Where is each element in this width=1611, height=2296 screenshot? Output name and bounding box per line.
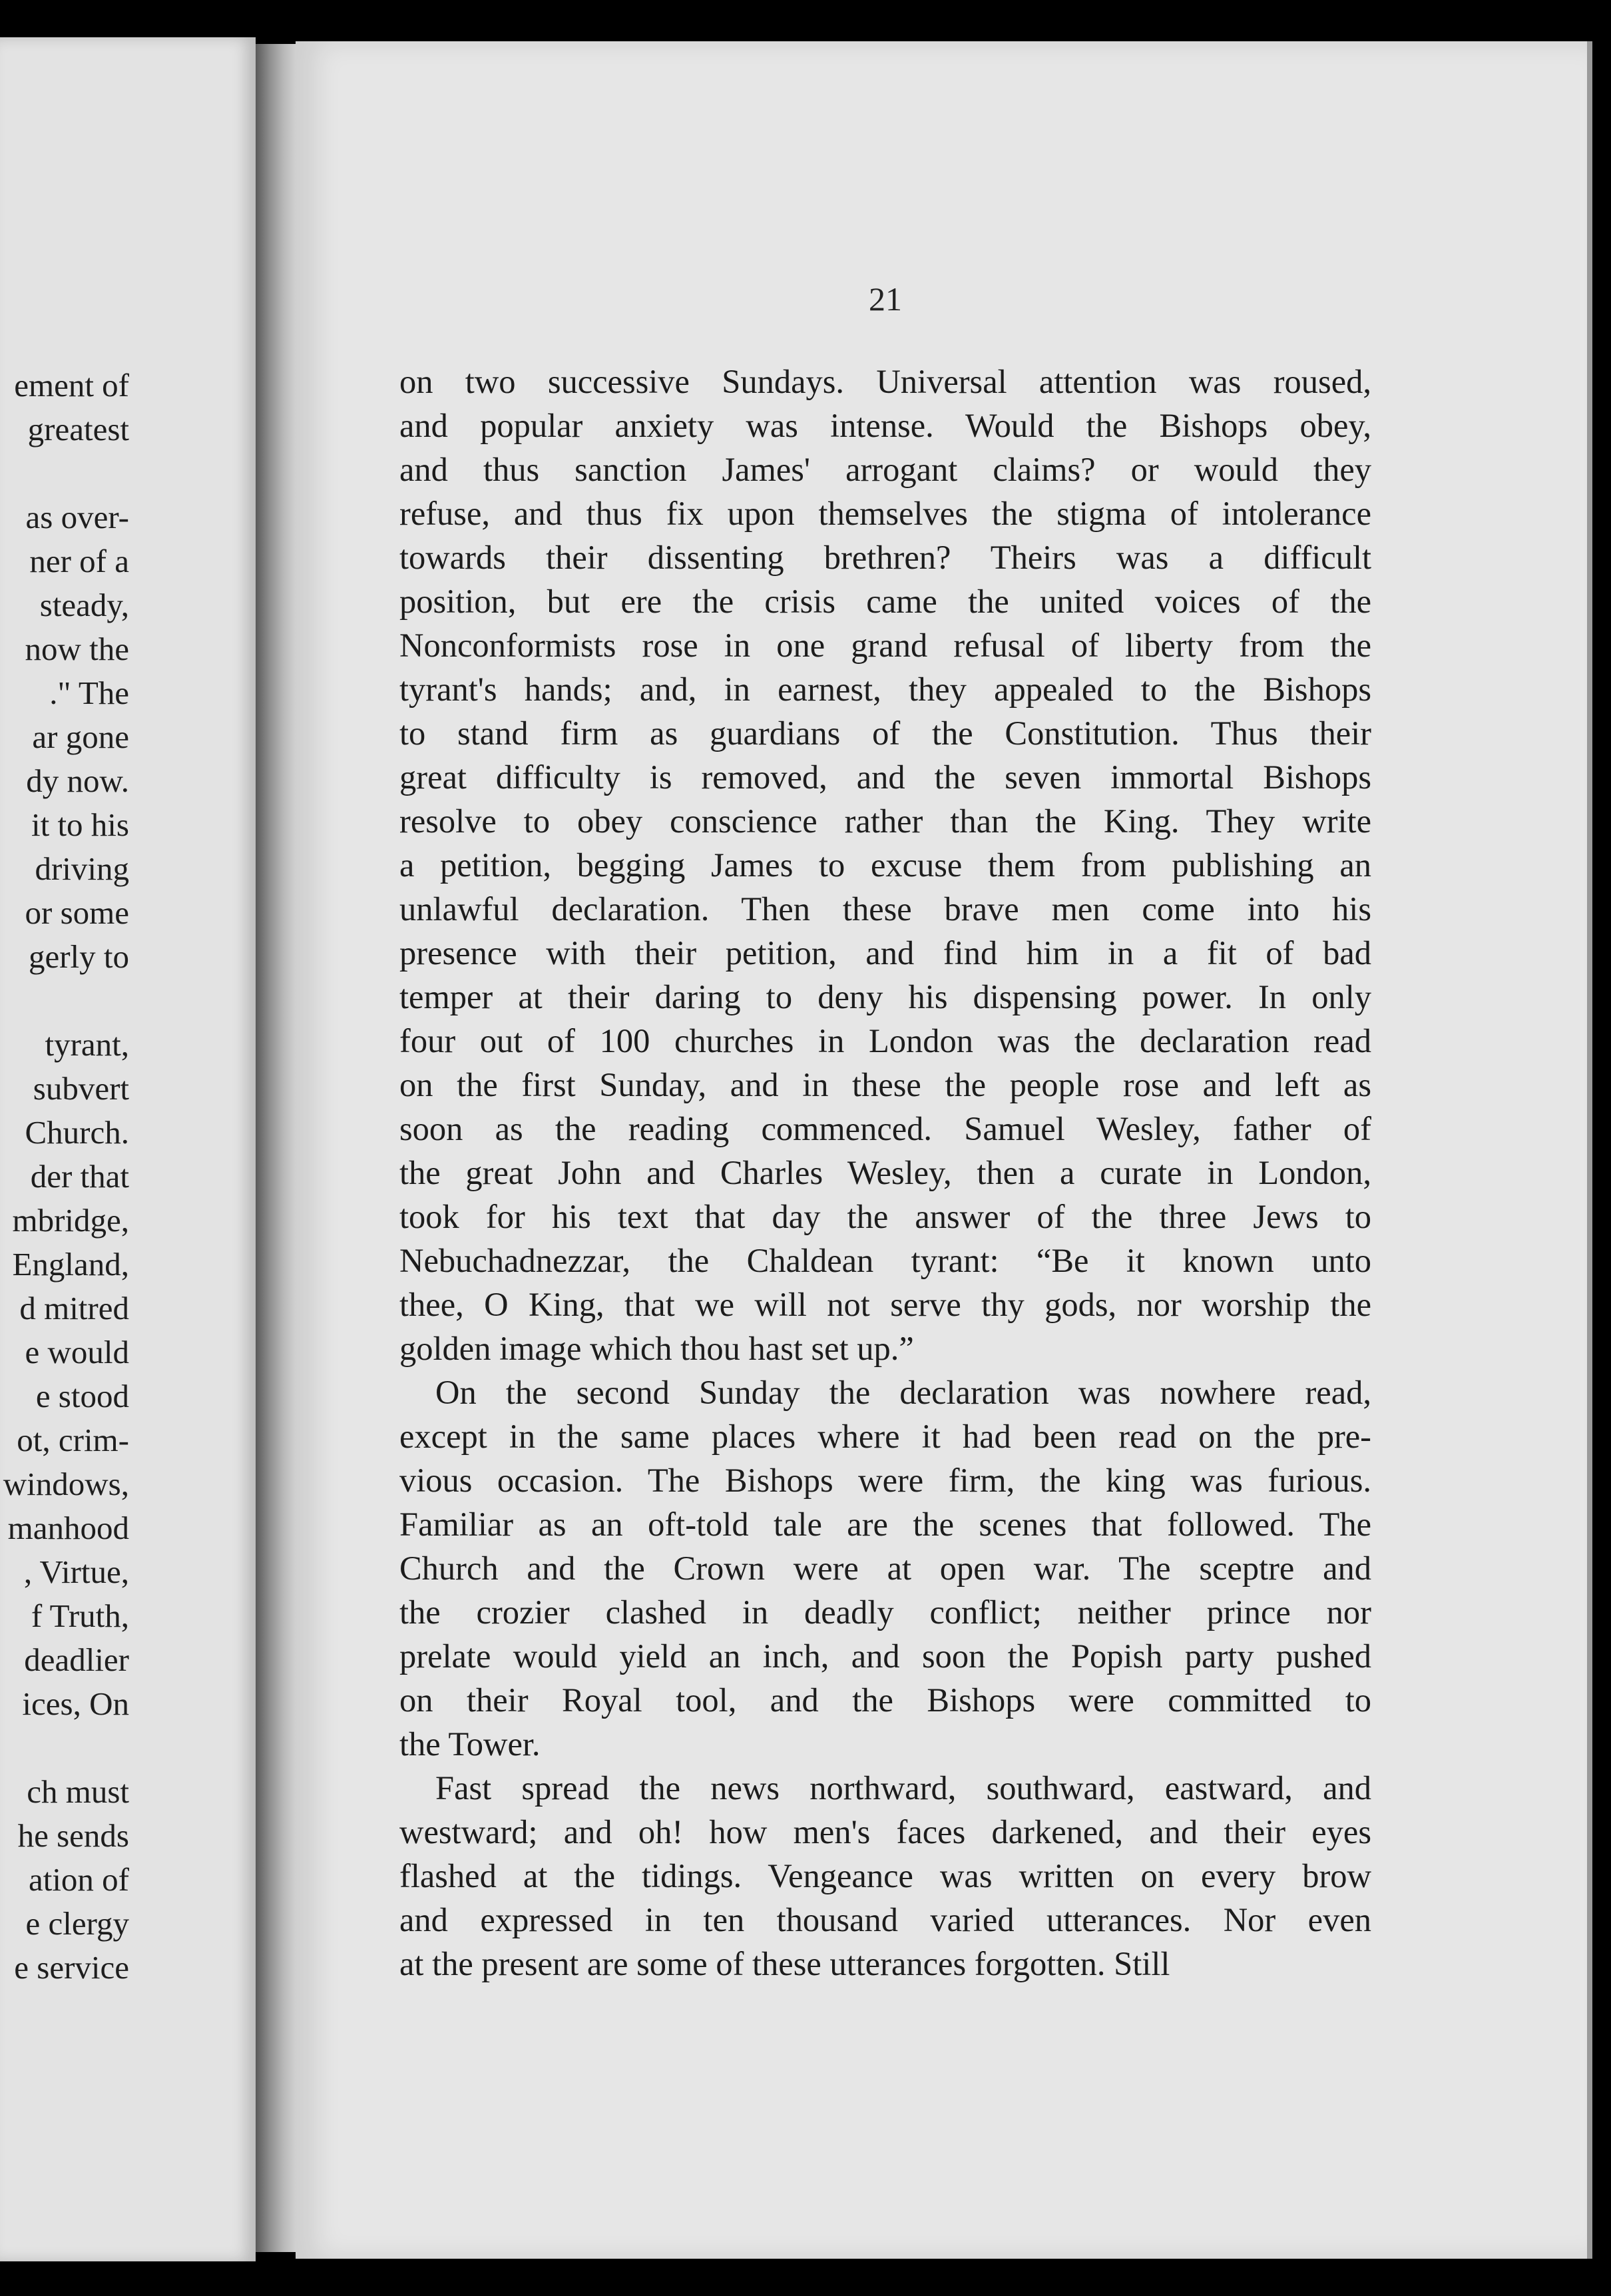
text-line: and expressed in ten thousand varied utterances. Nor even bbox=[399, 1901, 1371, 1938]
facing-page-line: ation of bbox=[28, 1861, 129, 1898]
text-line: the great John and Charles Wesley, then a curate in London, bbox=[399, 1154, 1371, 1191]
facing-page-line: as over- bbox=[25, 499, 129, 535]
text-line: on the first Sunday, and in these the people rose and left as bbox=[399, 1066, 1371, 1103]
facing-page-line: or some bbox=[25, 894, 129, 931]
text-line: the crozier clashed in deadly conflict; neither prince nor bbox=[399, 1593, 1371, 1631]
page-body bbox=[399, 360, 1371, 1986]
facing-page-line: tyrant, bbox=[45, 1026, 129, 1063]
facing-page-line: now the bbox=[25, 631, 129, 667]
text-line: to stand firm as guardians of the Constitution. Thus their bbox=[399, 715, 1371, 752]
page-edge bbox=[1587, 41, 1592, 2259]
text-line: golden image which thou hast set up.” bbox=[399, 1330, 914, 1367]
facing-page-text bbox=[0, 364, 129, 1990]
text-line: refuse, and thus fix upon themselves the stigma of intolerance bbox=[399, 495, 1371, 532]
text-line: unlawful declaration. Then these brave men come into his bbox=[399, 890, 1371, 928]
text-line: vious occasion. The Bishops were firm, the king was furious. bbox=[399, 1462, 1371, 1499]
text-line: towards their dissenting brethren? Theirs was a difficult bbox=[399, 539, 1371, 576]
facing-page bbox=[0, 37, 256, 2261]
book-gutter bbox=[256, 44, 296, 2252]
text-line: the Tower. bbox=[399, 1725, 541, 1763]
text-line: Familiar as an oft-told tale are the scenes that followed. The bbox=[399, 1506, 1371, 1543]
facing-page-line: ement of bbox=[14, 367, 129, 404]
text-line: on two successive Sundays. Universal attention was roused, bbox=[399, 363, 1371, 400]
facing-page-line: der that bbox=[30, 1158, 129, 1195]
facing-page-line bbox=[0, 979, 129, 1023]
facing-page-line: greatest bbox=[27, 411, 129, 447]
facing-page-line: steady, bbox=[39, 587, 129, 623]
text-line: flashed at the tidings. Vengeance was written on every brow bbox=[399, 1857, 1371, 1894]
text-line: on their Royal tool, and the Bishops were committed to bbox=[399, 1681, 1371, 1719]
paragraph bbox=[399, 1370, 1371, 1766]
facing-page-line: e would bbox=[25, 1334, 129, 1370]
facing-page-line: ch must bbox=[27, 1773, 129, 1810]
text-line: Nonconformists rose in one grand refusal of liberty from the bbox=[399, 627, 1371, 664]
text-line: Fast spread the news northward, southward, eastward, and bbox=[435, 1769, 1371, 1807]
paragraph bbox=[399, 1766, 1371, 1986]
text-line: presence with their petition, and find him in a fit of bad bbox=[399, 934, 1371, 972]
text-line: On the second Sunday the declaration was nowhere read, bbox=[435, 1374, 1371, 1411]
text-line: prelate would yield an inch, and soon the Popish party pushed bbox=[399, 1637, 1371, 1675]
text-line: Nebuchadnezzar, the Chaldean tyrant: “Be it known unto bbox=[399, 1242, 1371, 1279]
facing-page-line: driving bbox=[35, 850, 129, 887]
text-line: westward; and oh! how men's faces darkened, and their eyes bbox=[399, 1813, 1371, 1851]
facing-page-line bbox=[0, 451, 129, 495]
facing-page-line: ." The bbox=[49, 675, 129, 711]
text-line: Church and the Crown were at open war. The sceptre and bbox=[399, 1550, 1371, 1587]
text-line: and popular anxiety was intense. Would the Bishops obey, bbox=[399, 407, 1371, 444]
facing-page-line: Church. bbox=[25, 1114, 129, 1151]
text-line: and thus sanction James' arrogant claims? or would they bbox=[399, 451, 1371, 488]
page-number: 21 bbox=[869, 280, 902, 318]
text-line: four out of 100 churches in London was the declaration read bbox=[399, 1022, 1371, 1059]
text-line: a petition, begging James to excuse them from publishing an bbox=[399, 846, 1371, 884]
facing-page-line: gerly to bbox=[28, 938, 129, 975]
text-line: at the present are some of these utterances forgotten. Still bbox=[399, 1945, 1170, 1982]
facing-page-line: e clergy bbox=[25, 1905, 129, 1942]
facing-page-line: dy now. bbox=[26, 762, 129, 799]
paragraph bbox=[399, 360, 1371, 1370]
facing-page-line: windows, bbox=[3, 1466, 129, 1502]
facing-page-line: f Truth, bbox=[31, 1597, 129, 1634]
text-line: took for his text that day the answer of the three Jews to bbox=[399, 1198, 1371, 1235]
facing-page-line: ot, crim- bbox=[17, 1422, 129, 1458]
text-line: tyrant's hands; and, in earnest, they appealed to the Bishops bbox=[399, 671, 1371, 708]
facing-page-line: he sends bbox=[17, 1817, 129, 1854]
facing-page-line: deadlier bbox=[24, 1641, 129, 1678]
facing-page-line: ner of a bbox=[29, 543, 129, 579]
facing-page-line: e stood bbox=[35, 1378, 129, 1414]
facing-page-line: it to his bbox=[31, 806, 129, 843]
facing-page-line: ices, On bbox=[22, 1685, 129, 1722]
facing-page-line: e service bbox=[14, 1949, 129, 1986]
facing-page-line: England, bbox=[12, 1246, 129, 1283]
facing-page-line: , Virtue, bbox=[23, 1554, 129, 1590]
facing-page-line bbox=[0, 1726, 129, 1770]
facing-page-line: ar gone bbox=[32, 718, 129, 755]
text-line: soon as the reading commenced. Samuel Wesley, father of bbox=[399, 1110, 1371, 1147]
facing-page-line: subvert bbox=[33, 1070, 129, 1107]
facing-page-line: mbridge, bbox=[12, 1202, 129, 1239]
text-line: thee, O King, that we will not serve thy gods, nor worship the bbox=[399, 1286, 1371, 1323]
facing-page-line: manhood bbox=[7, 1510, 129, 1546]
text-line: temper at their daring to deny his dispensing power. In only bbox=[399, 978, 1371, 1015]
text-line: resolve to obey conscience rather than the King. They write bbox=[399, 802, 1371, 840]
text-line: except in the same places where it had been read on the pre- bbox=[399, 1418, 1371, 1455]
text-line: great difficulty is removed, and the seven immortal Bishops bbox=[399, 758, 1371, 796]
facing-page-line: d mitred bbox=[19, 1290, 129, 1326]
text-line: position, but ere the crisis came the united voices of the bbox=[399, 583, 1371, 620]
